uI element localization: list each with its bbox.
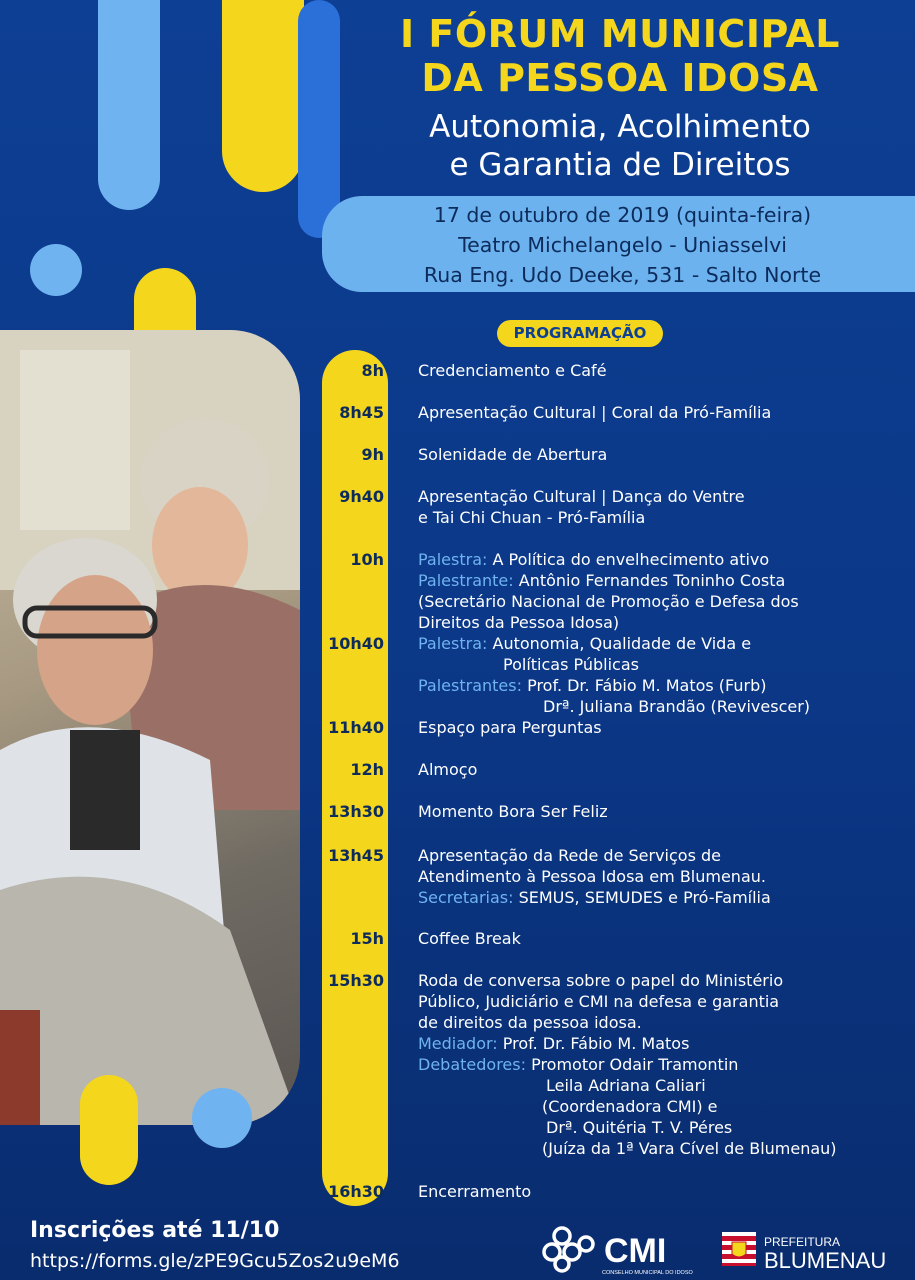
schedule-event [418, 444, 908, 465]
schedule-time: 10h [350, 550, 384, 569]
subtitle-line-2: e Garantia de Direitos [449, 147, 791, 183]
event-line-label: Palestra: [418, 550, 488, 569]
event-line: Leila Adriana Caliari [546, 1076, 706, 1095]
event-line: Momento Bora Ser Feliz [418, 802, 608, 821]
schedule-event [418, 801, 908, 822]
schedule-time: 10h40 [328, 634, 384, 653]
schedule-time: 8h45 [339, 403, 384, 422]
schedule-event [418, 549, 908, 633]
schedule-time: 15h [350, 929, 384, 948]
schedule-event [418, 717, 908, 738]
decor-light-blue-circle-bottom [192, 1088, 252, 1148]
decor-light-blue-bar [98, 0, 160, 210]
decor-yellow-bar-bottom [80, 1075, 138, 1185]
event-date: 17 de outubro de 2019 (quinta-feira) [433, 203, 812, 227]
event-line: Drª. Quitéria T. V. Péres [546, 1118, 733, 1137]
event-line: (Coordenadora CMI) e [542, 1097, 718, 1116]
event-line: Apresentação Cultural | Dança do Ventre [418, 487, 745, 506]
decor-light-blue-circle [30, 244, 82, 296]
event-line: Apresentação da Rede de Serviços de [418, 846, 722, 865]
blumenau-label: BLUMENAU [764, 1248, 887, 1273]
event-info-text [330, 200, 915, 290]
cmi-logo-icon [540, 1222, 700, 1276]
schedule-time: 12h [350, 760, 384, 779]
decor-yellow-bar-top [222, 0, 304, 192]
schedule-time: 13h30 [328, 802, 384, 821]
event-line-text: Prof. Dr. Fábio M. Matos (Furb) [522, 676, 767, 695]
title-line-1: I FÓRUM MUNICIPAL [400, 12, 840, 56]
prefeitura-label: PREFEITURA [764, 1235, 841, 1249]
event-line-text: Antônio Fernandes Toninho Costa [513, 571, 786, 590]
schedule-event [418, 360, 908, 381]
cmi-logo-subtitle: CONSELHO MUNICIPAL DO IDOSO [602, 1270, 693, 1276]
event-line-text: Promotor Odair Tramontin [525, 1055, 739, 1074]
event-line: Apresentação Cultural | Coral da Pró-Família [418, 403, 772, 422]
schedule-time: 16h30 [328, 1182, 384, 1201]
schedule-time: 9h [361, 445, 384, 464]
event-venue: Teatro Michelangelo - Uniasselvi [458, 233, 787, 257]
event-line-text: Prof. Dr. Fábio M. Matos [497, 1034, 690, 1053]
subtitle-line-1: Autonomia, Acolhimento [429, 109, 811, 145]
event-line: Espaço para Perguntas [418, 718, 602, 737]
title-line-2: DA PESSOA IDOSA [421, 56, 819, 100]
prefeitura-blumenau-logo [722, 1228, 907, 1274]
schedule-event [418, 759, 908, 780]
event-line: Público, Judiciário e CMI na defesa e garantia [418, 992, 780, 1011]
event-address: Rua Eng. Udo Deeke, 531 - Salto Norte [423, 263, 822, 287]
schedule-time: 8h [361, 361, 384, 380]
schedule-event [418, 1181, 908, 1202]
schedule-event [418, 402, 908, 423]
registration-deadline: Inscrições até 11/10 [30, 1218, 280, 1243]
blumenau-flag-icon [722, 1228, 907, 1274]
elderly-couple-photo [0, 330, 300, 1125]
programacao-badge: PROGRAMAÇÃO [497, 320, 663, 347]
event-line: de direitos da pessoa idosa. [418, 1013, 642, 1032]
event-line-label: Palestra: [418, 634, 488, 653]
event-line-text: SEMUS, SEMUDES e Pró-Família [513, 888, 771, 907]
event-line: Drª. Juliana Brandão (Revivescer) [543, 697, 811, 716]
event-line: (Juíza da 1ª Vara Cível de Blumenau) [542, 1139, 837, 1158]
cmi-logo [540, 1222, 700, 1276]
schedule-time: 13h45 [328, 846, 384, 865]
event-line-label: Secretarias: [418, 888, 514, 907]
schedule-event [418, 633, 908, 717]
schedule-event [418, 928, 908, 949]
schedule-event [418, 845, 908, 908]
event-line: Encerramento [418, 1182, 532, 1201]
event-line: Atendimento à Pessoa Idosa em Blumenau. [418, 867, 766, 886]
event-line-text: A Política do envelhecimento ativo [487, 550, 770, 569]
event-line-text: Autonomia, Qualidade de Vida e [487, 634, 752, 653]
event-line: Coffee Break [418, 929, 521, 948]
event-line-label: Debatedores: [418, 1055, 526, 1074]
event-line: Roda de conversa sobre o papel do Ministério [418, 971, 784, 990]
event-line-label: Palestrantes: [418, 676, 522, 695]
schedule-time: 9h40 [339, 487, 384, 506]
cmi-logo-text: CMI [604, 1232, 667, 1270]
schedule-event [418, 970, 908, 1159]
registration-link[interactable]: https://forms.gle/zPE9Gcu5Zos2u9eM6 [30, 1250, 400, 1272]
event-line: Direitos da Pessoa Idosa) [418, 613, 620, 632]
event-line: Políticas Públicas [503, 655, 639, 674]
event-line-label: Mediador: [418, 1034, 498, 1053]
page-title [330, 12, 910, 100]
event-line: Almoço [418, 760, 478, 779]
event-line: Solenidade de Abertura [418, 445, 608, 464]
schedule-event [418, 486, 908, 528]
schedule-time: 15h30 [328, 971, 384, 990]
event-line: e Tai Chi Chuan - Pró-Família [418, 508, 646, 527]
schedule-time: 11h40 [328, 718, 384, 737]
event-line: (Secretário Nacional de Promoção e Defesa dos [418, 592, 799, 611]
event-line: Credenciamento e Café [418, 361, 607, 380]
event-line-label: Palestrante: [418, 571, 514, 590]
page-subtitle [330, 108, 910, 184]
photo-illustration [0, 330, 300, 1125]
